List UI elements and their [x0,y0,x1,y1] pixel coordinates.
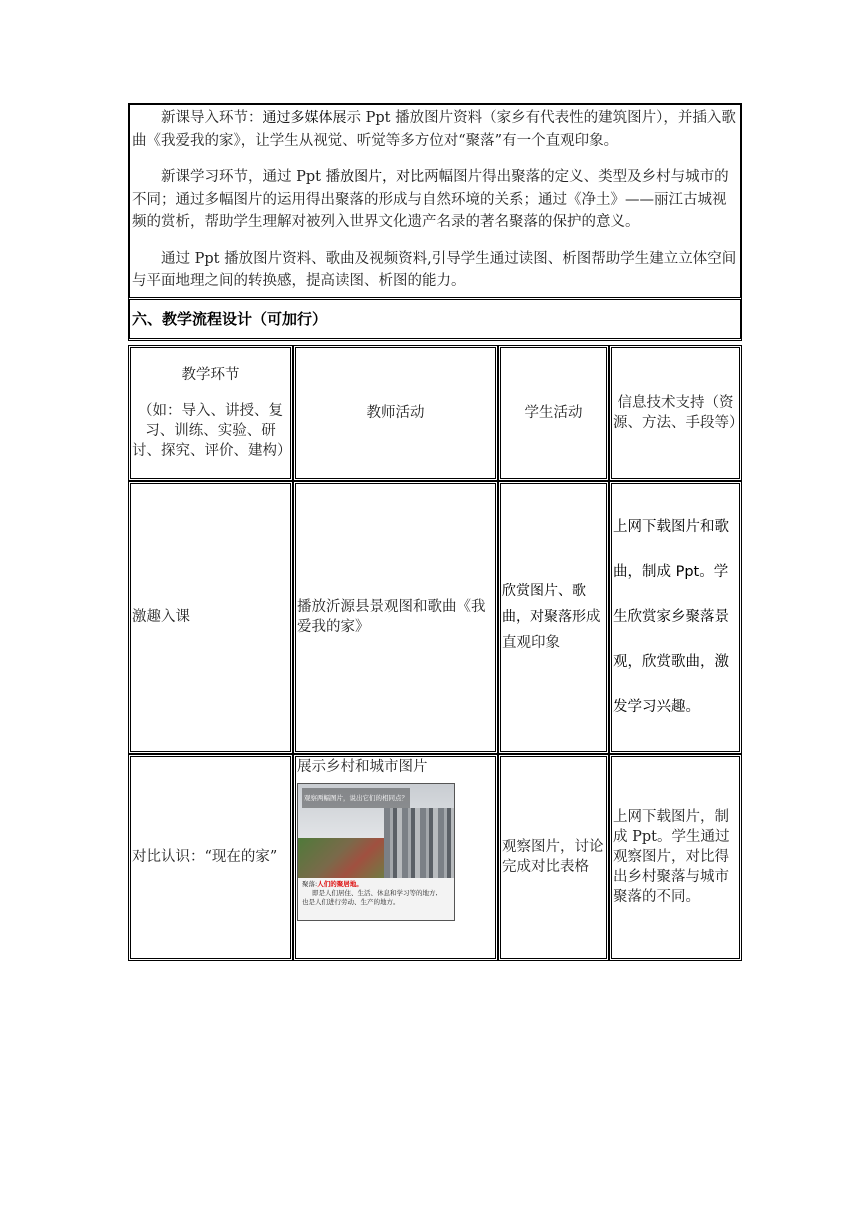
row1-student-sans: 欣赏图片、歌曲，对聚落形 [502,583,586,625]
table-row [128,754,742,961]
flow-table [128,345,742,961]
photo-question: 观察两幅图片，说出它们的相同点？ [302,788,410,808]
row2-teacher-text: 展示乡村和城市图片 [297,758,428,775]
village-city-photo [297,783,455,921]
table-row [128,481,742,754]
row1-student-serif: 成直观印象 [502,609,601,651]
intro-paragraph-1 [132,107,738,152]
caption-emphasis: 人们的聚居地。 [317,879,363,888]
document-page [128,103,742,961]
intro-text: 新课学习环节，通过 Ppt 播 [161,169,341,185]
row1-student [498,481,609,754]
intro-emphasis: 放图片，对比 [340,169,425,185]
header-teacher: 教师活动 [293,345,498,481]
table-header-row [128,345,742,481]
row2-teacher [293,754,498,961]
row2-stage: 对比认识：“现在的家” [128,754,293,961]
intro-paragraph-2 [132,166,738,234]
header-stage [128,345,293,481]
row1-tech: 上网下载图片和歌曲，制成 Ppt。学生欣赏家乡聚落景观，欣赏歌曲，激发学习兴趣。 [609,481,742,754]
intro-text: 两幅图片得出聚落的定义、类型及乡村与城市的不同；通过多幅图片的运用得出聚落的形成与自然环境的关系；通过《净土》——丽江古城视频的赏析，帮助学生理解对被列入世界文化遗产名录的著名聚落的保护的意义。 [132,169,729,230]
intro-emphasis: 通过多媒体展 [262,110,347,126]
header-stage-note: （如：导入、讲授、复习、训练、实验、研讨、探究、评价、建构） [132,402,292,459]
intro-text: 新课导入环节： [161,110,263,126]
caption-line: 即是人们居住、生活、休息和学习等的地方, [312,888,438,897]
header-tech: 信息技术支持（资源、方法、手段等） [609,345,742,481]
intro-cell [128,103,742,297]
header-stage-title: 教学环节 [181,366,240,383]
header-student: 学生活动 [498,345,609,481]
caption-label: 聚落: [302,879,318,888]
intro-paragraph-3: 通过 Ppt 播放图片资料、歌曲及视频资料,引导学生通过读图、析图帮助学生建立立体空间与平面地理之间的转换感，提高读图、析图的能力。 [132,250,737,289]
row1-stage: 激趣入课 [128,481,293,754]
row2-tech: 上网下载图片，制成 Ppt。学生通过观察图片，对比得出乡村聚落与城市聚落的不同。 [609,754,742,961]
caption-line: 也是人们进行劳动、生产的地方。 [302,897,400,906]
intro-text: 示 Ppt 播放图片资料（家乡有代表性的建筑图片），并插入歌曲《我爱我的家》，让学生从视觉、听觉等多方位对“聚落”有一个直观印象。 [132,110,736,149]
row1-teacher: 播放沂源县景观图和歌曲《我爱我的家》 [293,481,498,754]
photo-caption [298,878,454,920]
section-heading: 六、教学流程设计（可加行） [128,297,742,341]
row2-student: 观察图片，讨论完成对比表格 [498,754,609,961]
